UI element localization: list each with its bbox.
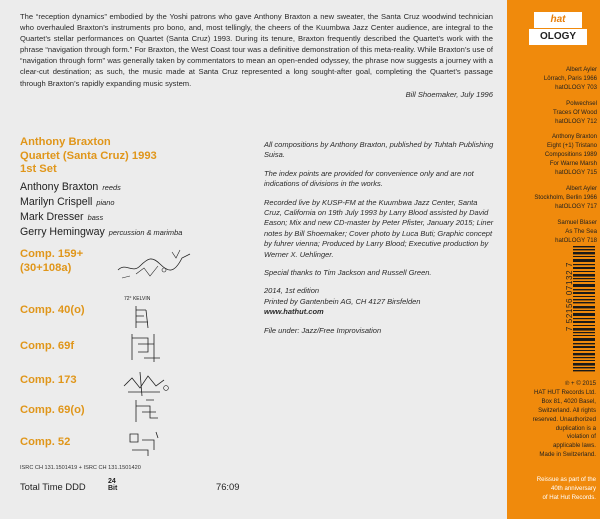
musician-name: Gerry Hemingway: [20, 226, 105, 238]
musician-item: [20, 210, 250, 225]
album-name: Quartet (Santa Cruz) 1993: [20, 149, 157, 162]
legal-line: HAT HUT Records Ltd.: [534, 388, 596, 396]
track-item: [20, 304, 85, 318]
bit-depth-number: 24: [108, 478, 116, 485]
disco-title: As The Sea: [565, 227, 597, 235]
reissue-note: [509, 476, 596, 503]
legal-line: Box 81, 4020 Basel,: [541, 397, 596, 405]
track-title: Comp. 52: [20, 436, 71, 448]
disco-artist: Albert Ayler: [565, 184, 597, 192]
hat-logo: hat: [534, 12, 582, 28]
disco-artist: Samuel Blaser: [557, 218, 597, 226]
track-item: [20, 340, 74, 354]
barcode-icon: [573, 246, 595, 374]
track-item: [20, 248, 83, 275]
legal-line: Switzerland. All rights: [538, 406, 596, 414]
composition-diagram-icon: [130, 304, 156, 332]
website-link[interactable]: www.hathut.com: [264, 307, 324, 317]
track-title: Comp. 40(o): [20, 304, 85, 316]
track-item: [20, 436, 70, 450]
musician-instrument: reeds: [102, 183, 121, 192]
track-item: [20, 404, 85, 418]
reissue-line: Reissue as part of the: [536, 476, 596, 483]
track-title: Comp. 173: [20, 374, 77, 386]
credits-index-note: The index points are provided for convenience only and are not indications of divisions in the works.: [264, 168, 474, 189]
musician-name: Marilyn Crispell: [20, 196, 93, 208]
disco-title: Stockholm, Berlin 1966: [534, 193, 597, 201]
barcode-number: 7 52156 07132 7: [565, 262, 574, 332]
credits-genre: File under: Jazz/Free Improvisation: [264, 325, 382, 335]
legal-line: violation of: [566, 433, 596, 441]
credits-edition: 2014, 1st edition: [264, 286, 320, 296]
composition-diagram-icon: [120, 368, 172, 398]
disco-catalog: hatOLOGY 717: [555, 202, 597, 210]
album-set: 1st Set: [20, 163, 57, 175]
composition-diagram-icon: [130, 396, 164, 426]
discography-item: [511, 100, 597, 127]
disco-title: Traces Of Wood: [552, 108, 597, 116]
discography-list: [511, 66, 597, 252]
reissue-line: of Hat Hut Records.: [542, 493, 596, 501]
diagram-caption: 72° KELVIN: [124, 296, 151, 302]
legal-notice: [509, 380, 596, 460]
track-title-continued: (30+108a): [20, 261, 72, 274]
composition-diagram-icon: [116, 248, 196, 282]
legal-line: applicable laws.: [552, 442, 596, 450]
musician-item: [20, 180, 250, 195]
musician-item: [20, 195, 250, 210]
discography-item: [511, 133, 597, 178]
disco-subtitle: For Warne Marsh: [549, 160, 597, 168]
track-item: [20, 374, 77, 388]
track-title: Comp. 69f: [20, 340, 75, 352]
total-time-label: Total Time DDD: [20, 481, 86, 492]
musician-item: [20, 225, 250, 240]
credits-thanks: Special thanks to Tim Jackson and Russell Green.: [264, 268, 432, 278]
disco-artist: Anthony Braxton: [551, 133, 597, 141]
intro-paragraph: The “reception dynamics” embodied by the Yoshi patrons who gave Anthony Braxton a new sweater, the Santa Cruz woodwind technician who overhauled Braxton’s instruments pro bono, and, most tellingly, the cheers of the Kuumbwa Jazz Center audience, are integral to the Quartet’s stellar performances on Quartet (Santa Cruz) 1993. During its tenure, Braxton frequently described the Quartet’s work with the phrase “navigation through form.” For Braxton, the West Coast tour was a definitive demonstration of this meta-reality. While Braxton’s use of “navigation through form” was generally taken by commentators to mean an open-ended odyssey, the phrase now suggests a journey with a clear-cut destination; as such, the music made at Santa Cruz represented a long sought-after goal, completing the Quartet’s passage through Braxton’s rapidly expanding music system.: [20, 12, 493, 88]
disco-title: Eight (+1) Tristano Compositions 1989: [544, 142, 597, 159]
spine-sidebar: [507, 0, 600, 519]
album-artist: Anthony Braxton: [20, 136, 111, 148]
musician-name: Mark Dresser: [20, 211, 84, 223]
24-bit-logo: [108, 478, 117, 492]
credits-recording: Recorded live by KUSP-FM at the Kuumbwa Jazz Center, Santa Cruz, California on 19th July 1993 by Larry Blood assisted by David Eason; Mix and new CD-master by Peter Pfister, January 2015; Liner notes by Bill Shoemaker; Cover photo by Luca Buti; Graphic concept by fuhrer vienna; Produced by Larry Blood; Executive production by Werner X. Uehlinger.: [264, 197, 494, 259]
discography-item: [511, 219, 597, 246]
legal-line: reserved. Unauthorized: [532, 415, 596, 423]
composition-diagram-icon: [124, 428, 164, 460]
credits-compositions: All compositions by Anthony Braxton, published by Tuhtah Publishing Suisa.: [264, 140, 494, 160]
album-title: [20, 136, 157, 177]
reissue-line: 40th anniversary: [550, 484, 596, 492]
disco-artist: Albert Ayler: [565, 66, 597, 73]
musician-instrument: percussion & marimba: [108, 228, 183, 237]
disco-artist: Polwechsel: [566, 99, 597, 107]
credits-printer: Printed by Gantenbein AG, CH 4127 Birsfelden: [264, 296, 421, 306]
intro-signature: Bill Shoemaker, July 1996: [405, 89, 493, 99]
musician-name: Anthony Braxton: [20, 181, 99, 193]
ology-logo: OLOGY: [529, 29, 587, 45]
legal-line: Made in Switzerland.: [539, 451, 596, 459]
isrc-codes: ISRC CH 131.1501419 + ISRC CH 131.1501420: [20, 465, 141, 471]
track-title: Comp. 69(o): [20, 404, 85, 416]
disco-title: Lörrach, Paris 1966: [543, 74, 597, 82]
disco-catalog: hatOLOGY 715: [555, 169, 597, 177]
disco-catalog: hatOLOGY 712: [555, 117, 597, 125]
musician-instrument: piano: [96, 198, 115, 207]
track-title: Comp. 159+: [20, 248, 84, 260]
musician-instrument: bass: [87, 213, 104, 222]
discography-item: [511, 66, 597, 93]
intro-text: [20, 11, 493, 100]
bit-depth-unit: Bit: [108, 485, 118, 492]
musician-list: [20, 180, 250, 240]
total-time-value: 76:09: [216, 481, 240, 492]
credits-text: [264, 140, 496, 336]
composition-diagram-icon: [126, 330, 166, 366]
disco-catalog: hatOLOGY 703: [555, 83, 597, 91]
disco-catalog: hatOLOGY 718: [555, 236, 597, 244]
legal-line: duplication is a: [555, 424, 596, 432]
discography-item: [511, 185, 597, 212]
legal-line: ℗ + © 2015: [564, 380, 596, 387]
